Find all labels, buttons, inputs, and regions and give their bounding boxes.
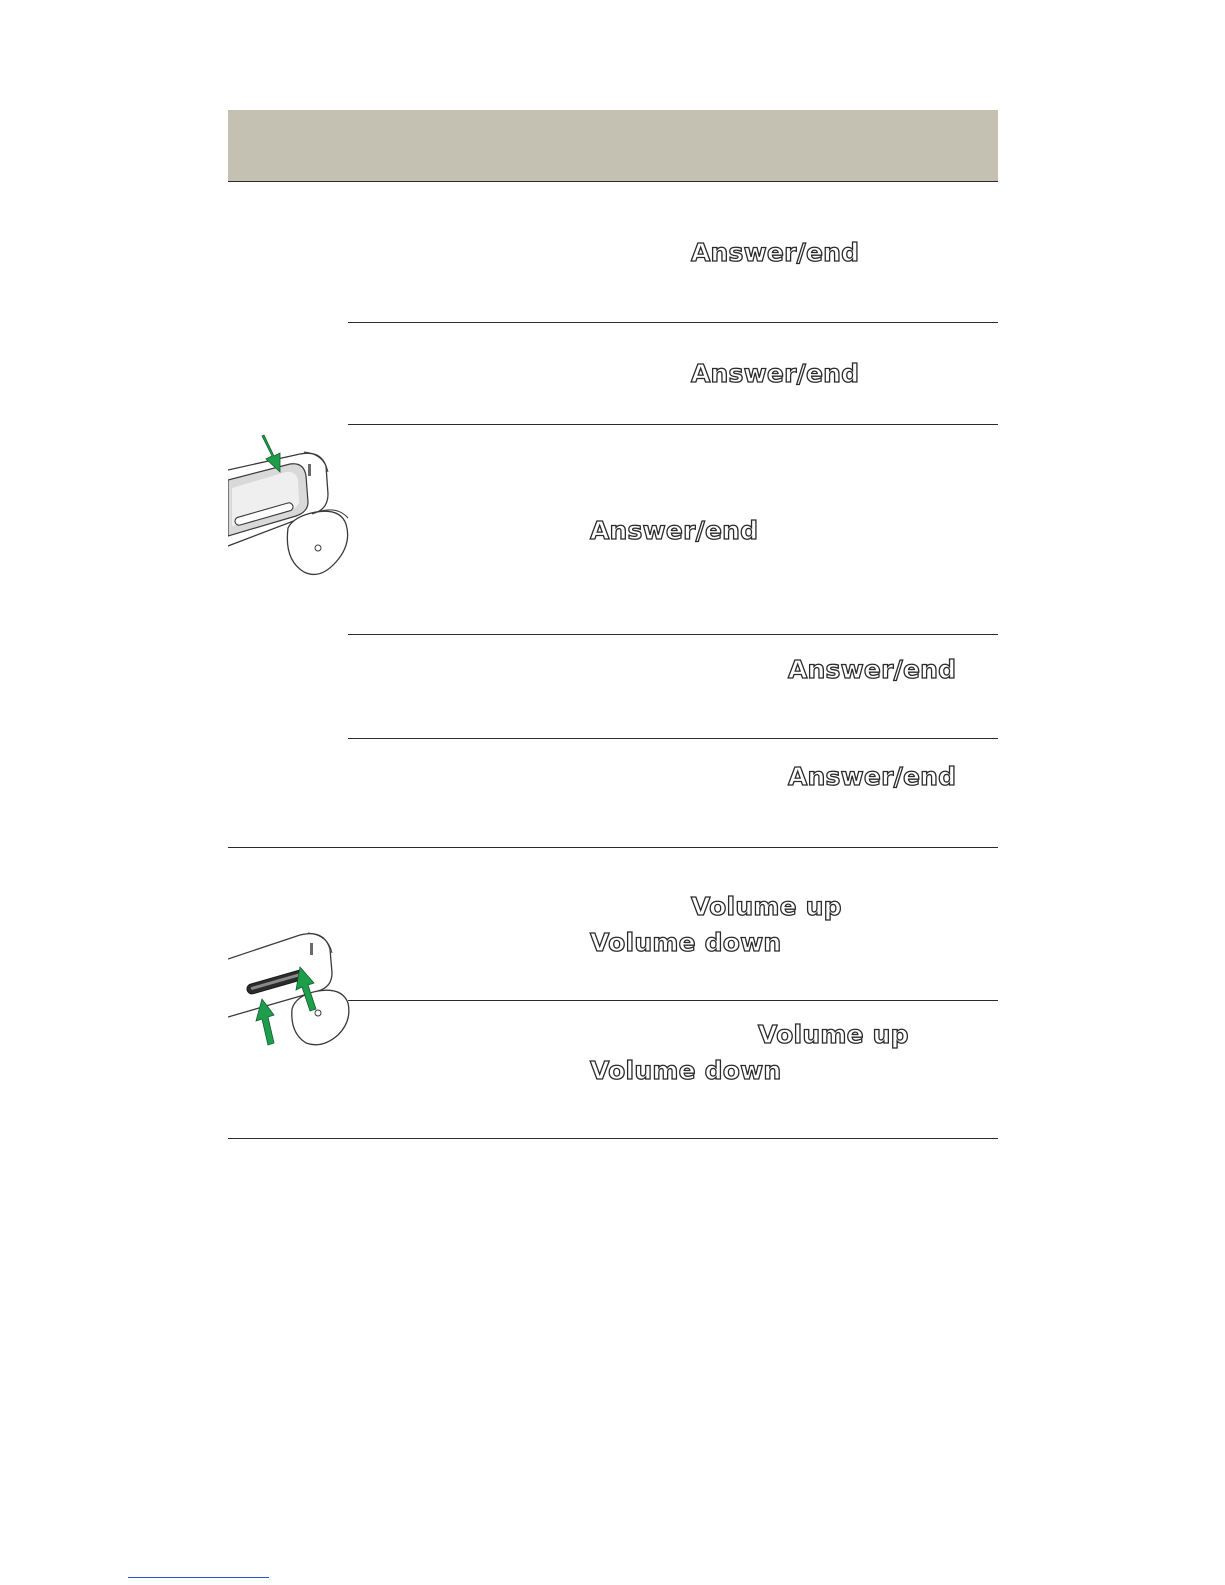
volume-down-label: Volume down [590,1056,782,1085]
row-divider [348,738,998,739]
answer-end-label: Answer/end [691,238,860,267]
answer-end-label: Answer/end [788,655,957,684]
headset-volume-press-illustration [228,925,356,1051]
footer-link-underline[interactable] [128,1577,269,1578]
section-divider [228,847,998,848]
answer-end-label: Answer/end [691,359,860,388]
row-divider [348,322,998,323]
row-divider [348,634,998,635]
headset-answer-end-press-illustration [228,432,356,584]
volume-up-label: Volume up [691,892,842,921]
answer-end-label: Answer/end [590,516,759,545]
header-bottom-rule [228,181,998,182]
row-divider [348,1000,998,1001]
answer-end-label: Answer/end [788,762,957,791]
volume-up-label: Volume up [758,1020,909,1049]
table-header-band [228,110,998,181]
volume-down-label: Volume down [590,928,782,957]
row-divider [348,424,998,425]
table-bottom-rule [228,1138,998,1139]
